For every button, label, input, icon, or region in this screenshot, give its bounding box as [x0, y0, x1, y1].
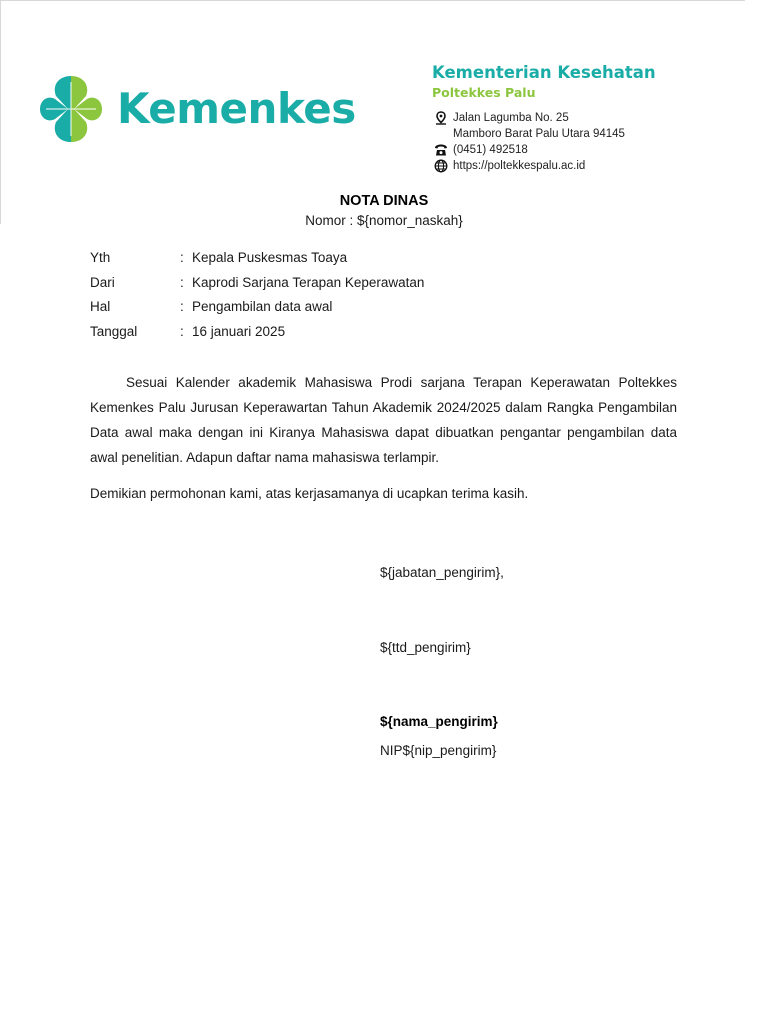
location-pin-icon — [434, 111, 448, 125]
institution-name: Poltekkes Palu — [432, 85, 536, 100]
ministry-name: Kementerian Kesehatan — [432, 63, 656, 82]
meta-separator: : — [180, 299, 184, 314]
signer-nip: NIP${nip_pengirim} — [380, 743, 497, 758]
kemenkes-logo — [38, 72, 356, 150]
address-line-2: Mamboro Barat Palu Utara 94145 — [453, 128, 625, 140]
meta-value: Pengambilan data awal — [192, 299, 333, 314]
page-edge-top — [0, 0, 745, 1]
letterhead-info — [432, 62, 732, 174]
kemenkes-logo-mark-icon — [38, 72, 104, 146]
phone-number: (0451) 492518 — [453, 144, 528, 156]
body-paragraph: Sesuai Kalender akademik Mahasiswa Prodi sarjana Terapan Keperawatan Poltekkes Kemenkes Palu Jurusan Keperawartan Tahun Akademik 2024/2025 dalam Rangka Pengambilan Data awal maka dengan ini Kiranya Mahasiswa dapat dibuatkan pengantar pengambilan data awal penelitian. Adapun daftar nama mahasiswa terlampir. — [90, 375, 677, 465]
meta-row-subject — [90, 299, 690, 324]
letter-meta — [90, 250, 690, 348]
logo-wordmark: Kemenkes — [117, 84, 356, 133]
document-number: Nomor : ${nomor_naskah} — [305, 213, 463, 228]
meta-label: Hal — [90, 299, 111, 314]
telephone-icon — [434, 143, 448, 157]
meta-label: Tanggal — [90, 323, 138, 339]
website-link[interactable]: https://poltekkespalu.ac.id — [453, 160, 586, 172]
closing-paragraph: Demikian permohonan kami, atas kerjasamanya di ucapkan terima kasih. — [90, 486, 529, 501]
address-line-1: Jalan Lagumba No. 25 — [453, 112, 569, 124]
signer-position: ${jabatan_pengirim}, — [380, 565, 504, 580]
meta-value: Kaprodi Sarjana Terapan Keperawatan — [192, 274, 425, 290]
meta-label: Yth — [90, 250, 111, 265]
meta-separator: : — [180, 250, 184, 265]
address-row-1 — [432, 110, 732, 126]
meta-separator: : — [180, 274, 184, 290]
meta-value: 16 januari 2025 — [192, 323, 286, 339]
signer-name: ${nama_pengirim} — [380, 714, 498, 729]
signature-placeholder: ${ttd_pengirim} — [380, 640, 471, 655]
page-edge-left — [0, 0, 1, 224]
meta-row-recipient — [90, 250, 690, 275]
globe-icon — [434, 159, 448, 173]
meta-row-date — [90, 324, 690, 349]
website-row — [432, 158, 732, 174]
meta-separator: : — [180, 323, 184, 339]
meta-value: Kepala Puskesmas Toaya — [192, 250, 348, 265]
phone-row — [432, 142, 732, 158]
document-title: NOTA DINAS — [339, 193, 429, 209]
address-row-2 — [432, 126, 732, 142]
meta-row-sender — [90, 275, 690, 300]
meta-label: Dari — [90, 274, 115, 290]
